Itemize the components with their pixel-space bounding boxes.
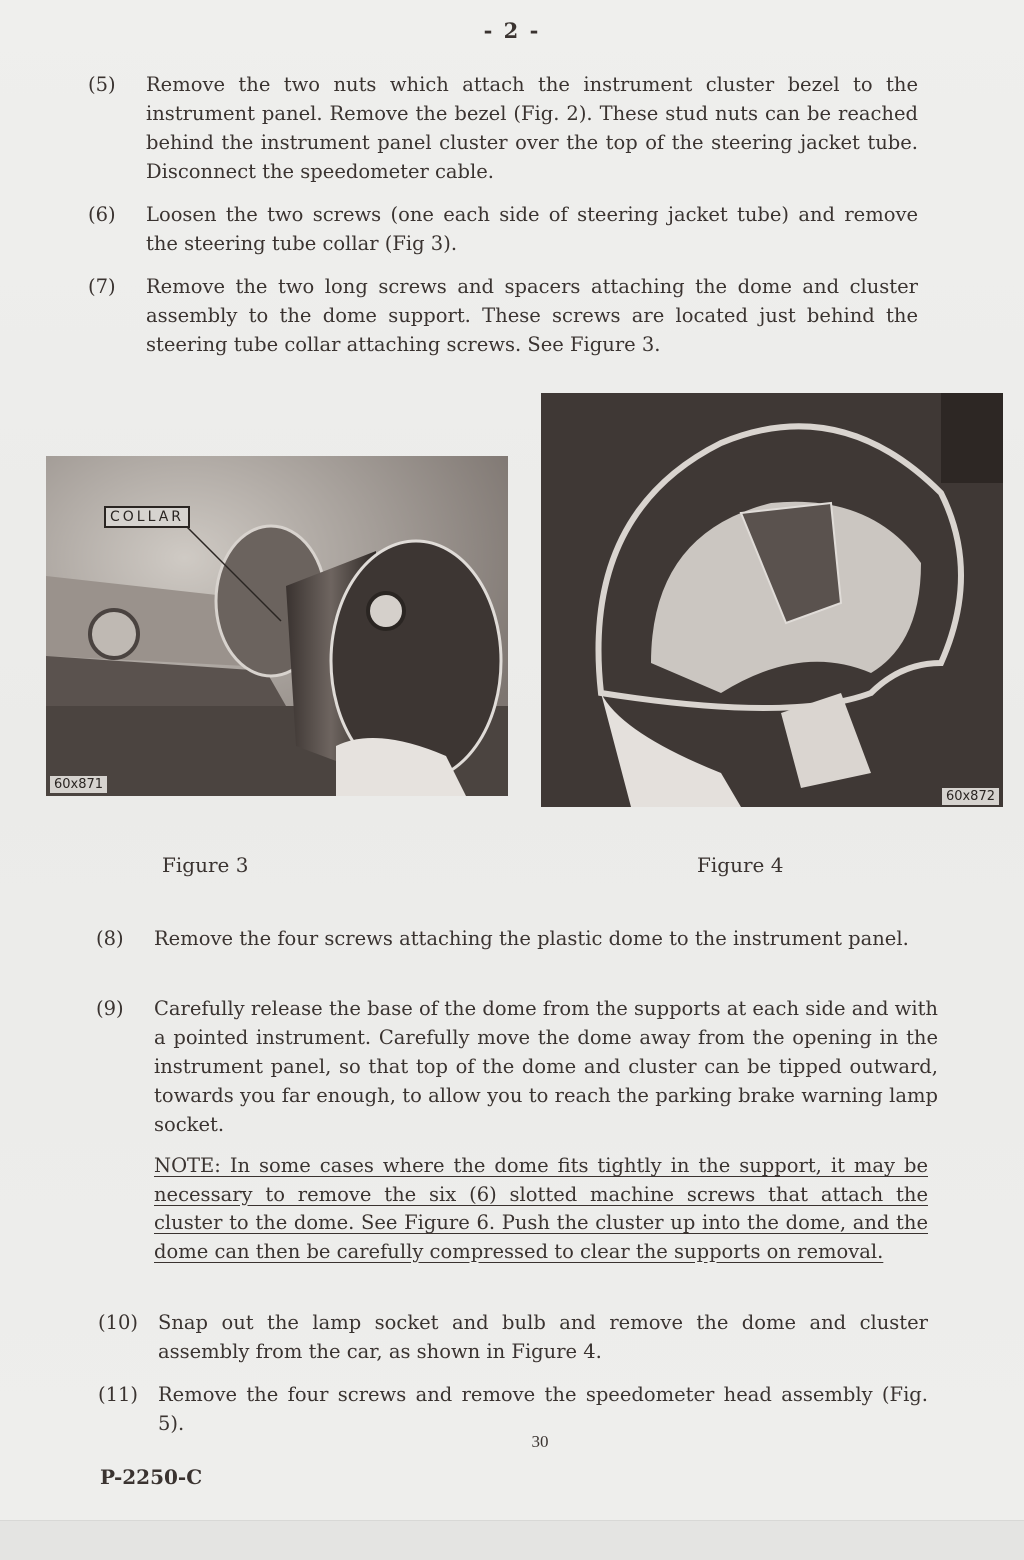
step-8 [96, 924, 926, 953]
folio-number: 30 [531, 1432, 549, 1451]
figure-3-caption: Figure 3 [162, 853, 249, 877]
step-text: Snap out the lamp socket and bulb and remove the dome and cluster assembly from the car, as shown in Figure 4. [158, 1311, 928, 1363]
photo-id: 60x871 [50, 776, 107, 793]
step-text: Carefully release the base of the dome from the supports at each side and with a pointed instrument. Carefully move the dome away from the opening in the instrument panel, so that top of the dome and cluster can be tipped outward, towards you far enough, to allow you to reach the parking brake warning lamp socket. [154, 997, 938, 1136]
figure-4-caption: Figure 4 [697, 853, 784, 877]
step-6 [88, 200, 918, 258]
document-id: P-2250-C [100, 1465, 203, 1489]
step-text: Remove the two long screws and spacers attaching the dome and cluster assembly to the dome support. These screws are located just behind the steering tube collar attaching screws. See Figure 3. [146, 275, 918, 356]
knob-icon [90, 610, 138, 658]
step-number: (9) [96, 997, 124, 1020]
figure-4-illustration [541, 393, 1003, 807]
step-9 [96, 994, 938, 1139]
collar-label: COLLAR [104, 506, 190, 528]
photo-id: 60x872 [942, 788, 999, 805]
step-7 [88, 272, 918, 359]
page-number-top: - 2 - [483, 18, 541, 43]
step-11 [98, 1380, 928, 1438]
figure-4-photo [541, 393, 1003, 807]
note-paragraph: NOTE: In some cases where the dome fits tightly in the support, it may be necessary to remove the six (6) slotted machine screws that attach the cluster to the dome. See Figure 6. Push the cluster up into the dome, and the dome can then be carefully compressed to clear the supports on removal. [154, 1154, 928, 1263]
step-number: (8) [96, 927, 124, 950]
step-number: (5) [88, 73, 116, 96]
step-10 [98, 1308, 928, 1366]
step-number: (10) [98, 1311, 139, 1334]
step-5 [88, 70, 918, 186]
step-text: Loosen the two screws (one each side of steering jacket tube) and remove the steering tube collar (Fig 3). [146, 203, 918, 255]
step-text: Remove the two nuts which attach the instrument cluster bezel to the instrument panel. Remove the bezel (Fig. 2). These stud nuts can be reached behind the instrument panel cluster over the top of the steering jacket tube. Disconnect the speedometer cable. [146, 73, 918, 183]
step-number: (6) [88, 203, 116, 226]
step-number: (11) [98, 1383, 139, 1406]
scan-edge [0, 1520, 1024, 1560]
step-text: Remove the four screws attaching the plastic dome to the instrument panel. [154, 927, 909, 950]
step-number: (7) [88, 275, 116, 298]
step-text: Remove the four screws and remove the speedometer head assembly (Fig. 5). [158, 1383, 928, 1435]
figure-3-photo [46, 456, 508, 796]
